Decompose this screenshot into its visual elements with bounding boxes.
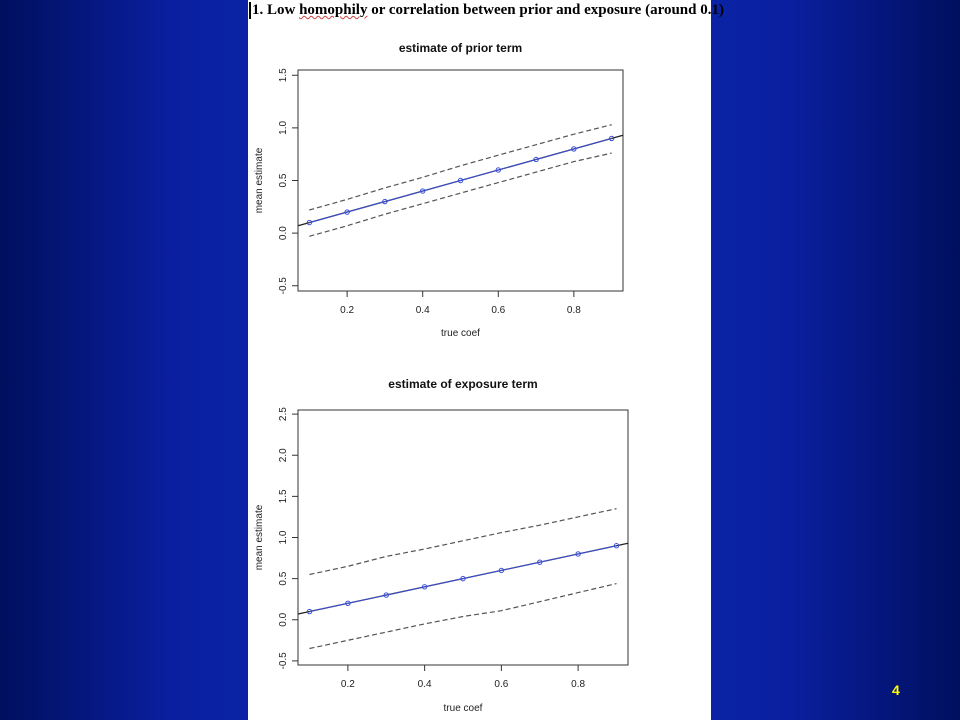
y-tick-label: 1.0 (278, 120, 289, 135)
chart-title: estimate of prior term (398, 41, 523, 55)
upper-band-line (309, 125, 611, 210)
y-tick-label: 0.5 (278, 173, 289, 188)
estimate-series-line (309, 138, 611, 222)
slide-heading (252, 0, 724, 20)
y-tick-label: 2.5 (278, 407, 289, 422)
x-tick-label: 0.8 (571, 679, 586, 690)
chart-title: estimate of exposure term (388, 377, 538, 391)
y-tick-label: 0.0 (278, 612, 289, 627)
text-cursor (249, 2, 251, 19)
heading-suffix: or correlation between prior and exposure (around 0.1) (367, 2, 724, 18)
y-tick-label: -0.5 (278, 277, 289, 295)
y-tick-label: 1.0 (278, 530, 289, 545)
x-axis-label: true coef (441, 328, 480, 339)
y-tick-label: -0.5 (278, 652, 289, 670)
x-tick-label: 0.6 (491, 305, 506, 316)
y-axis-label: mean estimate (254, 147, 265, 214)
lower-band-line (310, 584, 617, 649)
x-tick-label: 0.2 (340, 679, 355, 690)
heading-flagged-word: homophily (299, 2, 368, 18)
x-tick-label: 0.2 (340, 305, 355, 316)
x-axis-label: true coef (443, 703, 483, 714)
plot-frame (298, 410, 628, 665)
chart-prior-term (248, 38, 711, 343)
y-tick-label: 1.5 (278, 68, 289, 83)
estimate-series-line (310, 546, 617, 612)
y-tick-label: 0.5 (278, 571, 289, 586)
slide-content-panel (248, 0, 724, 720)
y-tick-label: 1.5 (278, 489, 289, 504)
heading-prefix: 1. Low (252, 2, 300, 18)
x-tick-label: 0.6 (494, 679, 509, 690)
chart-exposure-term (248, 372, 711, 717)
x-tick-label: 0.4 (417, 679, 432, 690)
y-tick-label: 0.0 (278, 226, 289, 241)
y-axis-label: mean estimate (254, 504, 265, 571)
x-tick-label: 0.8 (566, 305, 581, 316)
slide-number: 4 (892, 682, 900, 698)
upper-band-line (310, 509, 617, 575)
lower-band-line (309, 153, 611, 236)
y-tick-label: 2.0 (278, 448, 289, 463)
x-tick-label: 0.4 (415, 305, 430, 316)
